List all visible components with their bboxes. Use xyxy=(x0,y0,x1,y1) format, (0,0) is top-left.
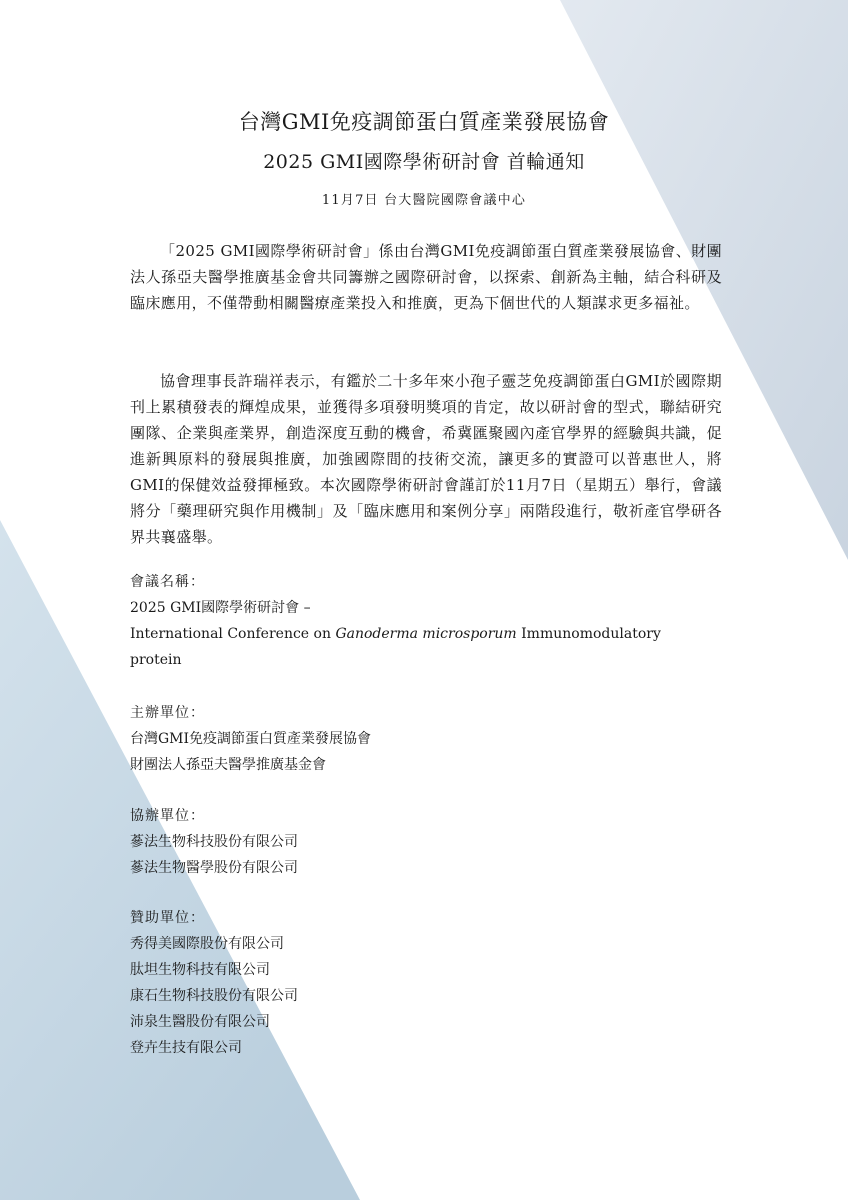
sponsor-item: 康石生物科技股份有限公司 xyxy=(130,988,298,1004)
sponsor-item: 登卉生技有限公司 xyxy=(130,1040,242,1056)
sponsor-item: 肽坦生物科技有限公司 xyxy=(130,962,270,978)
organizer-item: 台灣GMI免疫調節蛋白質產業發展協會 xyxy=(130,731,372,747)
co-organizer-item: 蔘法生物科技股份有限公司 xyxy=(130,834,298,850)
document-subtitle: 2025 GMI國際學術研討會 首輪通知 xyxy=(263,151,585,173)
sponsor-item: 秀得美國際股份有限公司 xyxy=(130,936,284,952)
conference-name-heading: 會議名稱： xyxy=(130,574,205,590)
conference-name-en-prefix: International Conference on xyxy=(130,626,336,642)
sponsor-item: 沛泉生醫股份有限公司 xyxy=(130,1014,270,1030)
organizer-item: 財團法人孫亞夫醫學推廣基金會 xyxy=(130,757,326,773)
conference-name-en-line2: protein xyxy=(130,652,182,668)
organizers-section xyxy=(130,700,730,778)
co-organizer-item: 蔘法生物醫學股份有限公司 xyxy=(130,860,298,876)
document-title: 台灣GMI免疫調節蛋白質產業發展協會 xyxy=(238,110,610,134)
conference-name-en-suffix: Immunomodulatory xyxy=(516,626,661,642)
conference-name-en xyxy=(130,621,730,647)
conference-name-zh: 2025 GMI國際學術研討會 – xyxy=(130,600,311,616)
co-organizers-heading: 協辦單位： xyxy=(130,808,205,824)
species-name: Ganoderma microsporum xyxy=(335,626,517,642)
co-organizers-section xyxy=(130,803,730,881)
organizers-heading: 主辦單位： xyxy=(130,705,205,721)
sponsors-section xyxy=(130,905,730,1061)
conference-name-section xyxy=(130,569,730,673)
intro-paragraph: 「2025 GMI國際學術研討會」係由台灣GMI免疫調節蛋白質產業發展協會、財團法人孫亞夫醫學推廣基金會共同籌辦之國際研討會，以探索、創新為主軸，結合科研及臨床應用，不僅帶動相關醫療產業投入和推廣，更為下個世代的人類謀求更多福祉。 xyxy=(130,242,722,312)
date-venue: 11月7日 台大醫院國際會議中心 xyxy=(321,193,527,208)
sponsors-heading: 贊助單位： xyxy=(130,910,205,926)
chairman-paragraph: 協會理事長許瑞祥表示，有鑑於二十多年來小孢子靈芝免疫調節蛋白GMI於國際期刊上累積發表的輝煌成果，並獲得多項發明獎項的肯定，故以研討會的型式，聯結研究團隊、企業與產業界，創造深度互動的機會，希冀匯聚國內產官學界的經驗與共識，促進新興原料的發展與推廣，加強國際間的技術交流，讓更多的實證可以普惠世人，將GMI的保健效益發揮極致。本次國際學術研討會謹訂於11月7日（星期五）舉行，會議將分「藥理研究與作用機制」及「臨床應用和案例分享」兩階段進行，敬祈產官學研各界共襄盛舉。 xyxy=(130,372,722,546)
